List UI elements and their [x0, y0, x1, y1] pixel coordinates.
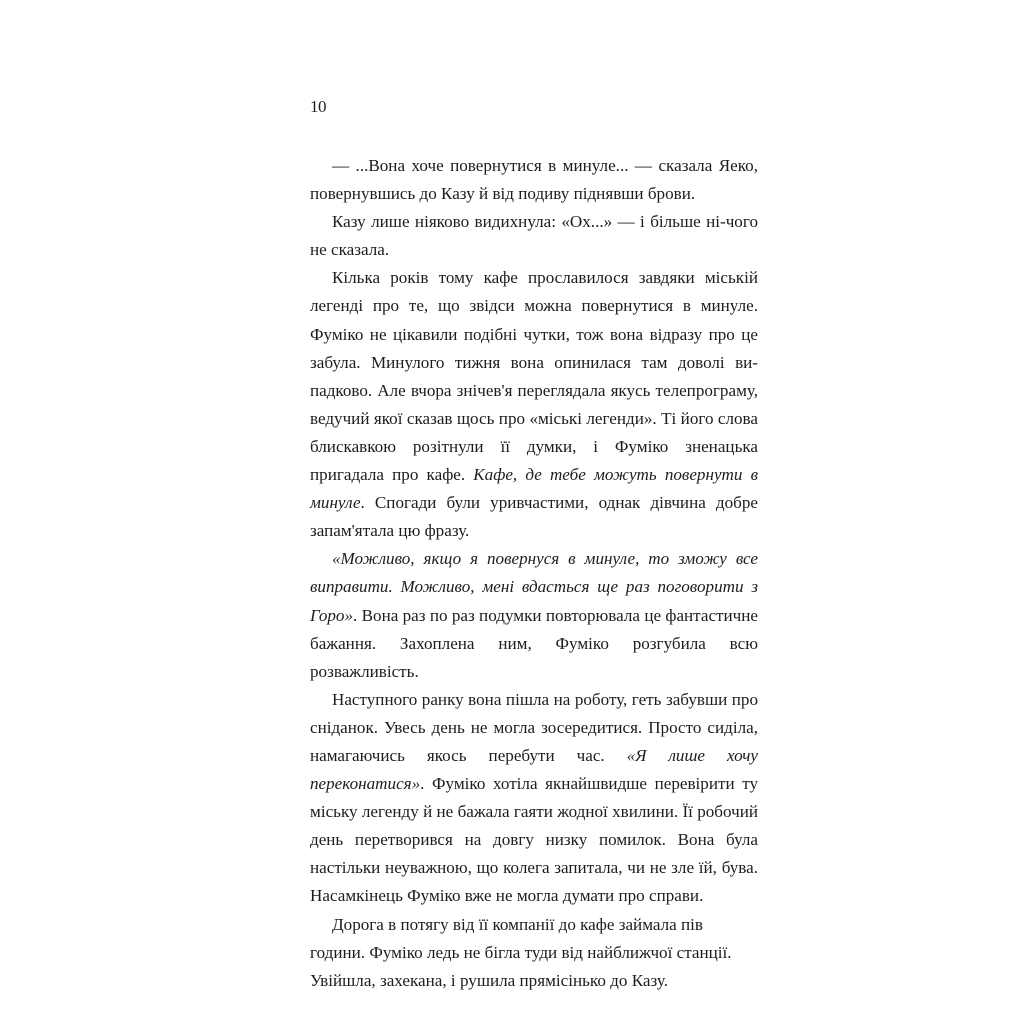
paragraph: Кілька років тому кафе прославилося завдяки міській легенді про те, що звідси можна повернутися в минуле. Фуміко не цікавили подібні чутки, тож вона відразу про це забула. Минулого тижня вона опинилася там доволі ви-падково. Але вчора знічев'я переглядала якусь телепрограму, ведучий якої сказав щось про «міські легенди». Ті його слова блискавкою розітнули її думки, і Фуміко зненацька пригадала про кафе. Кафе, де тебе можуть повернути в минуле. Спогади були уривчастими, однак дівчина добре запам'ятала цю фразу.: [310, 268, 759, 541]
paragraph: «Можливо, якщо я повернуся в минуле, то зможу все виправити. Можливо, мені вдасться ще раз поговорити з Горо». Вона раз по раз подумки повторювала це фантастичне бажання. Захоплена ним, Фуміко розгубила всю розважливість.: [310, 549, 758, 681]
paragraph: Наступного ранку вона пішла на роботу, геть забувши про сніданок. Увесь день не могла зосередитися. Просто сиділа, намагаючись якось перебути час. «Я лише хочу переконатися». Фуміко хотіла якнайшвидше перевірити ту міську легенду й не бажала гаяти жодної хвилини. Її робочий день перетворився на довгу низку помилок. Вона була настільки неуважною, що колега запитала, чи не зле їй, бува. Насамкінець Фуміко вже не могла думати про справи.: [310, 689, 758, 906]
paragraph: Дорога в потягу від її компанії до кафе займала пів години. Фуміко ледь не бігла туди від найближчої станції. Увійшла, захекана, і рушила прямісінько до Казу.: [310, 914, 732, 990]
body-text-column: [310, 152, 758, 995]
paragraph: — ...Вона хоче повернутися в минуле... — сказала Яеко, повернувшись до Казу й від подиву піднявши брови.: [310, 156, 758, 204]
page-number: 10: [310, 97, 326, 116]
paragraph: Казу лише ніяково видихнула: «Ох...» — і більше ні-чого не сказала.: [310, 212, 758, 260]
